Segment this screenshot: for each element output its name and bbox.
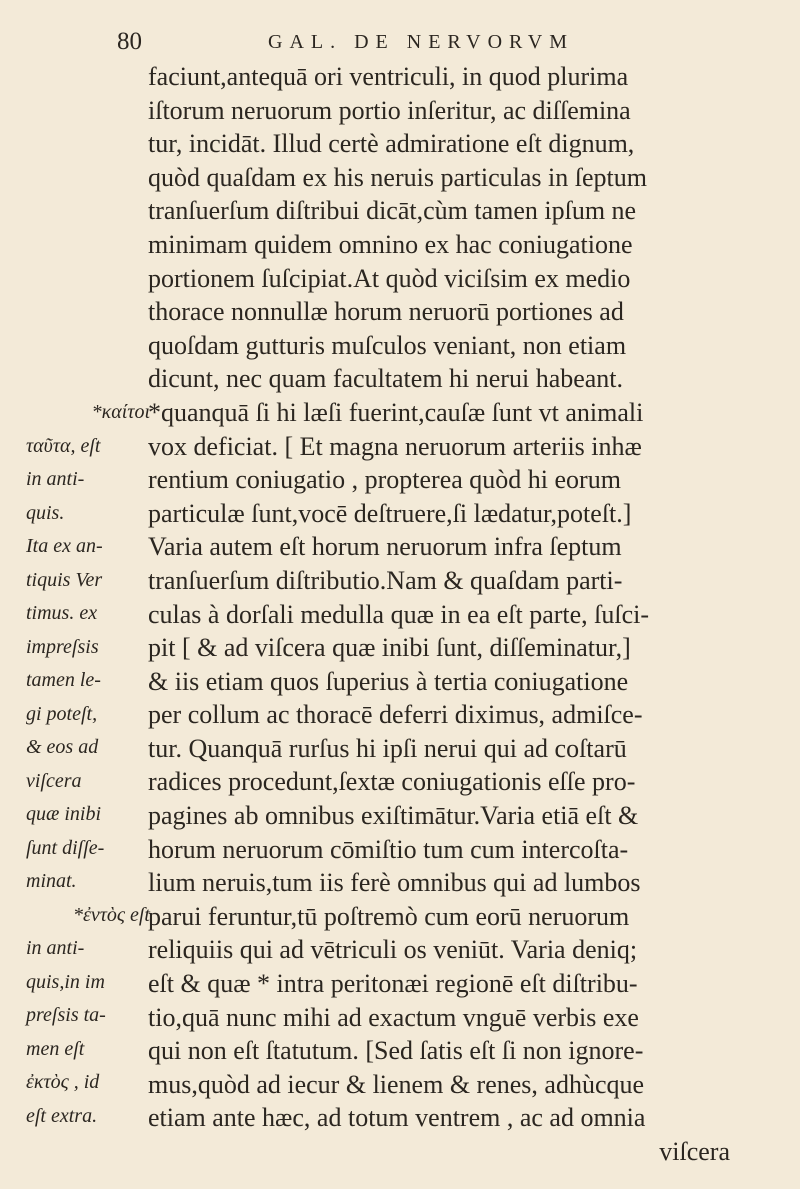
- margin-line: timus. ex: [26, 602, 98, 624]
- text-line: horum neruorum cōmiſtio tum cum intercoſta-: [148, 834, 629, 864]
- text-line: particulæ ſunt,vocē deſtruere,ſi lædatur,poteſt.]: [148, 498, 632, 528]
- margin-line: gi poteſt,: [26, 702, 98, 725]
- text-line: lium neruis,tum iis ferè omnibus qui ad lumbos: [148, 868, 641, 898]
- text-line: faciunt,antequā ori ventriculi, in quod plurima: [148, 62, 629, 91]
- margin-line: quis.: [26, 501, 65, 524]
- text-line: tur, incidāt. Illud certè admiratione eſt dignum,: [148, 129, 635, 159]
- margin-line: tiquis Ver: [26, 568, 103, 591]
- text-line: vox deficiat. [ Et magna neruorum arteriis inhæ: [148, 431, 642, 461]
- margin-line: preſsis ta-: [26, 1004, 106, 1026]
- margin-line: tamen le-: [26, 669, 101, 691]
- text-line: thorace nonnullæ horum neruorū portiones ad: [148, 297, 624, 327]
- text-line: quoſdam gutturis muſculos veniant, non etiam: [148, 330, 627, 360]
- text-line: pagines ab omnibus exiſtimātur.Varia etiā eſt &: [148, 801, 639, 831]
- text-line: reliquiis qui ad vētriculi os veniūt. Varia deniq;: [148, 935, 638, 965]
- text-line: tranſuerſum diſtribui dicāt,cùm tamen ipſum ne: [148, 196, 637, 226]
- text-line: tur. Quanquā rurſus hi ipſi nerui qui ad coſtarū: [148, 733, 627, 763]
- text-line: tranſuerſum diſtributio.Nam & quaſdam parti-: [148, 565, 623, 595]
- margin-line: viſcera: [26, 769, 82, 792]
- text-line: quòd quaſdam ex his neruis particulas in ſeptum: [148, 162, 647, 192]
- text-line: culas à dorſali medulla quæ in ea eſt parte, ſuſci-: [148, 599, 650, 629]
- text-line: eſt & quæ * intra peritonæi regionē eſt diſtribu-: [148, 969, 638, 999]
- text-line: pit [ & ad viſcera quæ inibi ſunt, diſſeminatur,]: [148, 633, 631, 663]
- text-line: per collum ac thoracē deferri diximus, admiſce-: [148, 700, 643, 730]
- text-line: portionem ſuſcipiat.At quòd viciſsim ex medio: [148, 263, 631, 293]
- catchword: viſcera: [659, 1137, 730, 1166]
- margin-line: ἐκτὸς , id: [26, 1071, 100, 1093]
- text-line: iſtorum neruorum portio inſeritur, ac diſſemina: [148, 95, 631, 125]
- main-text-column: [148, 60, 738, 1169]
- text-line: parui feruntur,tū poſtremò cum eorū neruorum: [148, 901, 630, 931]
- running-head: GAL. DE NERVORVM: [268, 31, 575, 53]
- margin-line: men eſt: [26, 1037, 85, 1060]
- margin-line: in anti-: [26, 937, 85, 959]
- margin-line: ταῦτα, eſt: [26, 434, 101, 457]
- text-line: dicunt, nec quam facultatem hi nerui habeant.: [148, 364, 624, 394]
- text-line: qui non eſt ſtatutum. [Sed ſatis eſt ſi non ignore-: [148, 1036, 644, 1066]
- margin-line: *καίτοι: [91, 401, 150, 423]
- text-line: Varia autem eſt horum neruorum infra ſeptum: [148, 532, 622, 562]
- margin-line: eſt extra.: [26, 1104, 98, 1127]
- margin-line: impreſsis: [26, 635, 99, 658]
- text-line: & iis etiam quos ſuperius à tertia coniugatione: [148, 666, 629, 696]
- text-line: rentium coniugatio , propterea quòd hi eorum: [148, 465, 621, 495]
- margin-line: in anti-: [26, 468, 85, 490]
- page-number: 80: [117, 28, 142, 55]
- margin-line: Ita ex an-: [26, 535, 103, 557]
- text-line: radices procedunt,ſextæ coniugationis eſſe pro-: [148, 767, 636, 797]
- text-line: minimam quidem omnino ex hac coniugatione: [148, 229, 633, 259]
- margin-notes: [26, 396, 150, 1133]
- text-line: etiam ante hæc, ad totum ventrem , ac ad omnia: [148, 1103, 646, 1133]
- text-line: tio,quā nunc mihi ad exactum vnguē verbis exe: [148, 1002, 639, 1032]
- text-line: mus,quòd ad iecur & lienem & renes, adhùcque: [148, 1069, 645, 1099]
- margin-line: quis,in im: [26, 970, 105, 993]
- margin-line: & eos ad: [26, 736, 99, 758]
- margin-line: *ἐντὸς eſt: [72, 903, 150, 926]
- margin-line: ſunt diſſe-: [26, 836, 105, 859]
- margin-line: quæ inibi: [26, 803, 102, 825]
- text-line: *quanquā ſi hi læſi fuerint,cauſæ ſunt vt animali: [148, 397, 644, 427]
- margin-line: minat.: [26, 870, 77, 892]
